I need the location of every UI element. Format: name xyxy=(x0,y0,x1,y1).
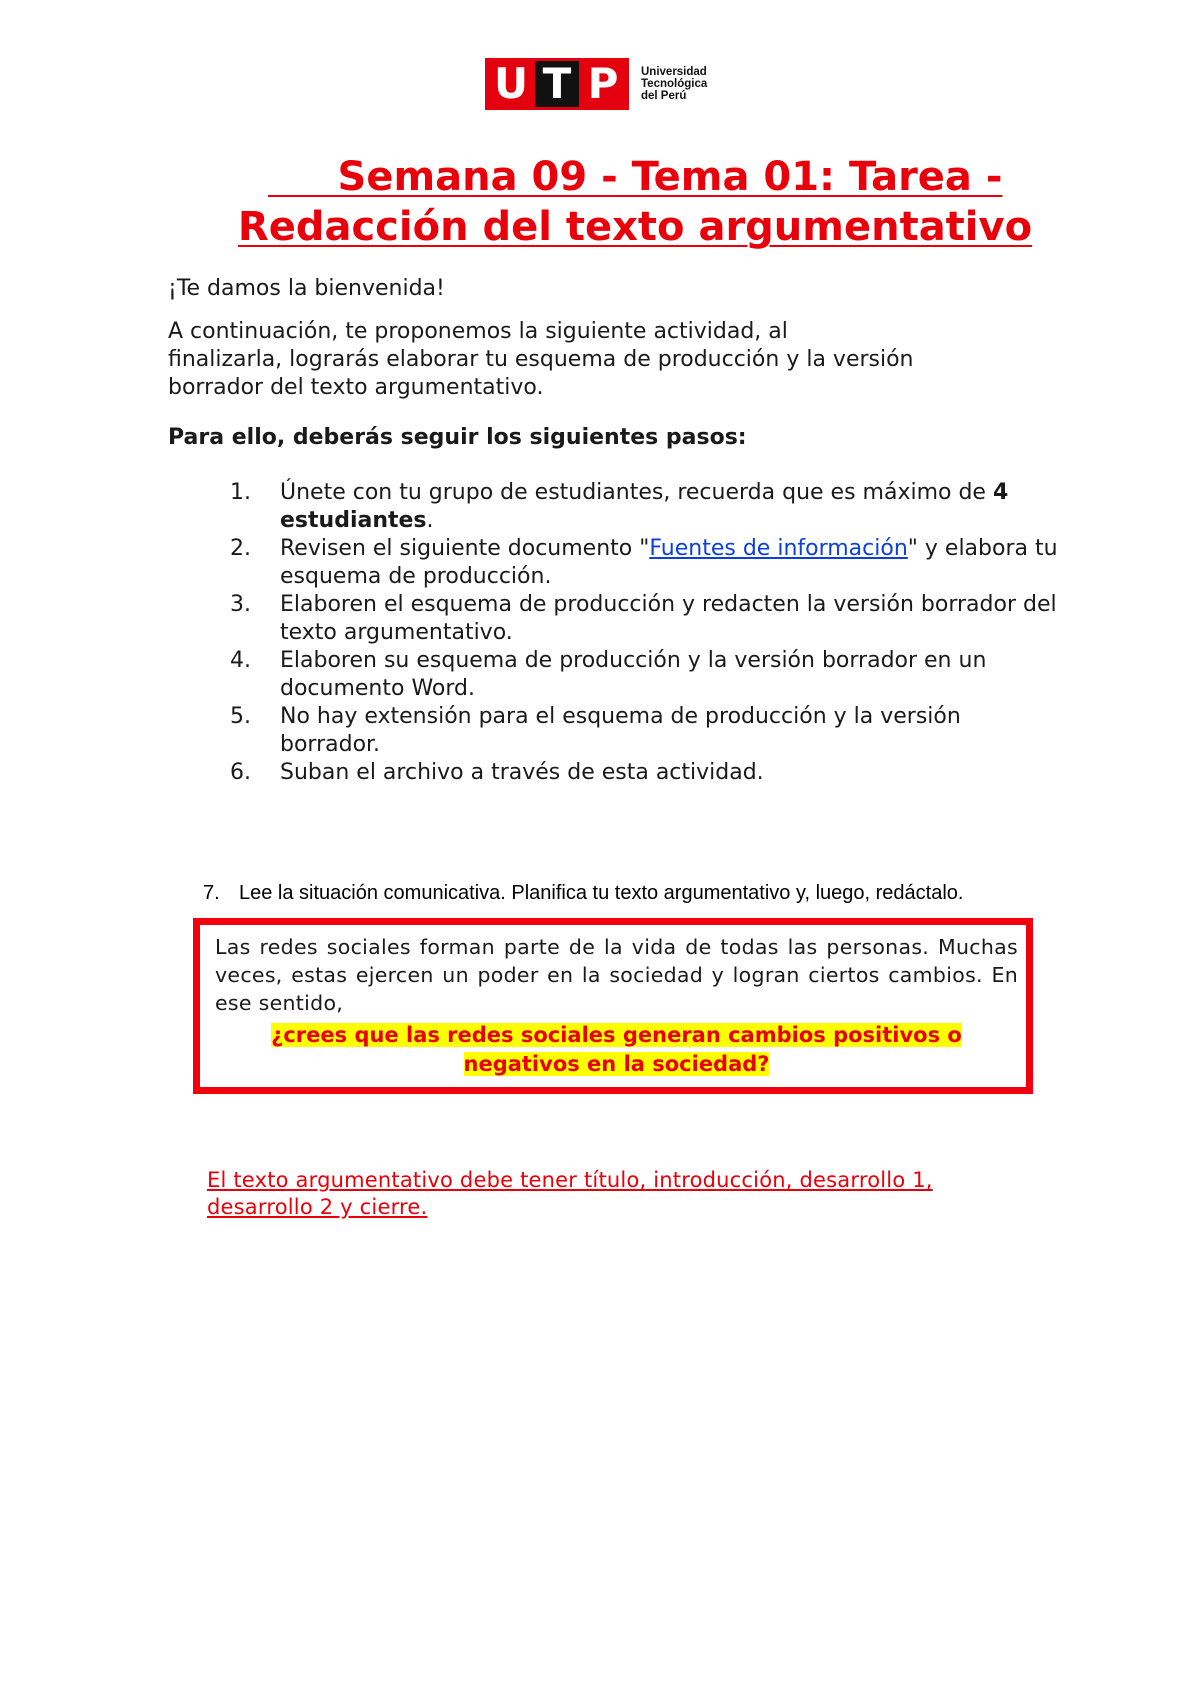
page-title xyxy=(160,152,1110,252)
step-text: Suban el archivo a través de esta actividad. xyxy=(280,760,764,785)
item-7 xyxy=(203,880,963,906)
logo-letter-t: T xyxy=(535,61,579,107)
title-line1: Semana 09 - Tema 01: Tarea - xyxy=(337,154,1003,200)
logo-name-line2: Tecnológica xyxy=(641,78,708,90)
step-number: 3. xyxy=(230,592,251,617)
step-number: 4. xyxy=(230,648,251,673)
list-item xyxy=(230,591,1060,647)
item-7-number: 7. xyxy=(203,882,220,904)
logo-name-line3: del Perú xyxy=(641,90,687,102)
logo-wordmark xyxy=(641,66,707,102)
step-number: 1. xyxy=(230,480,251,505)
step-number: 2. xyxy=(230,536,251,561)
step-number: 6. xyxy=(230,760,251,785)
note-line1: El texto argumentativo debe tener título, introducción, desarrollo 1, xyxy=(207,1168,933,1192)
welcome-text: ¡Te damos la bienvenida! xyxy=(168,276,445,301)
list-item xyxy=(230,647,1060,703)
question-line2: negativos en la sociedad? xyxy=(463,1052,770,1076)
logo-letter-u: U xyxy=(493,59,529,108)
step-number: 5. xyxy=(230,704,251,729)
logo-letter-p: P xyxy=(587,59,619,108)
step-text: Elaboren su esquema de producción y la versión borrador en un documento Word. xyxy=(280,648,987,701)
utp-logo xyxy=(485,58,707,110)
step-text: Únete con tu grupo de estudiantes, recuerda que es máximo de 4 estudiantes. xyxy=(280,480,1009,533)
logo-name-line1: Universidad xyxy=(641,66,707,78)
intro-line2: finalizarla, lograrás elaborar tu esquema de producción y la versión xyxy=(168,347,914,372)
situation-text: Las redes sociales forman parte de la vida de todas las personas. Muchas veces, estas ejercen un poder en la sociedad y logran ciertos cambios. En ese sentido, xyxy=(215,935,1018,1015)
situation-question xyxy=(215,1021,1018,1079)
intro-paragraph xyxy=(168,318,1048,402)
requirements-note xyxy=(207,1167,1077,1221)
note-line2: desarrollo 2 y cierre. xyxy=(207,1195,428,1219)
steps-list xyxy=(230,479,1060,787)
title-line2: Redacción del texto argumentativo xyxy=(237,204,1033,250)
list-item xyxy=(230,479,1060,535)
list-item xyxy=(230,535,1060,591)
steps-heading: Para ello, deberás seguir los siguientes pasos: xyxy=(168,425,747,450)
intro-line3: borrador del texto argumentativo. xyxy=(168,375,544,400)
list-item xyxy=(230,703,1060,759)
logo-mark xyxy=(485,58,629,110)
intro-line1: A continuación, te proponemos la siguiente actividad, al xyxy=(168,319,788,344)
fuentes-link[interactable]: Fuentes de información xyxy=(649,536,908,561)
step-text: Revisen el siguiente documento "Fuentes de información" y elabora tu esquema de producción. xyxy=(280,536,1058,589)
question-line1: ¿crees que las redes sociales generan cambios positivos o xyxy=(271,1023,962,1047)
step-text: Elaboren el esquema de producción y redacten la versión borrador del texto argumentativo. xyxy=(280,592,1057,645)
list-item xyxy=(230,759,1060,787)
step-text: No hay extensión para el esquema de producción y la versión borrador. xyxy=(280,704,961,757)
situation-box xyxy=(193,918,1033,1094)
item-7-text: Lee la situación comunicativa. Planifica tu texto argumentativo y, luego, redáctalo. xyxy=(239,882,964,904)
step-bold: 4 estudiantes xyxy=(280,480,1009,533)
